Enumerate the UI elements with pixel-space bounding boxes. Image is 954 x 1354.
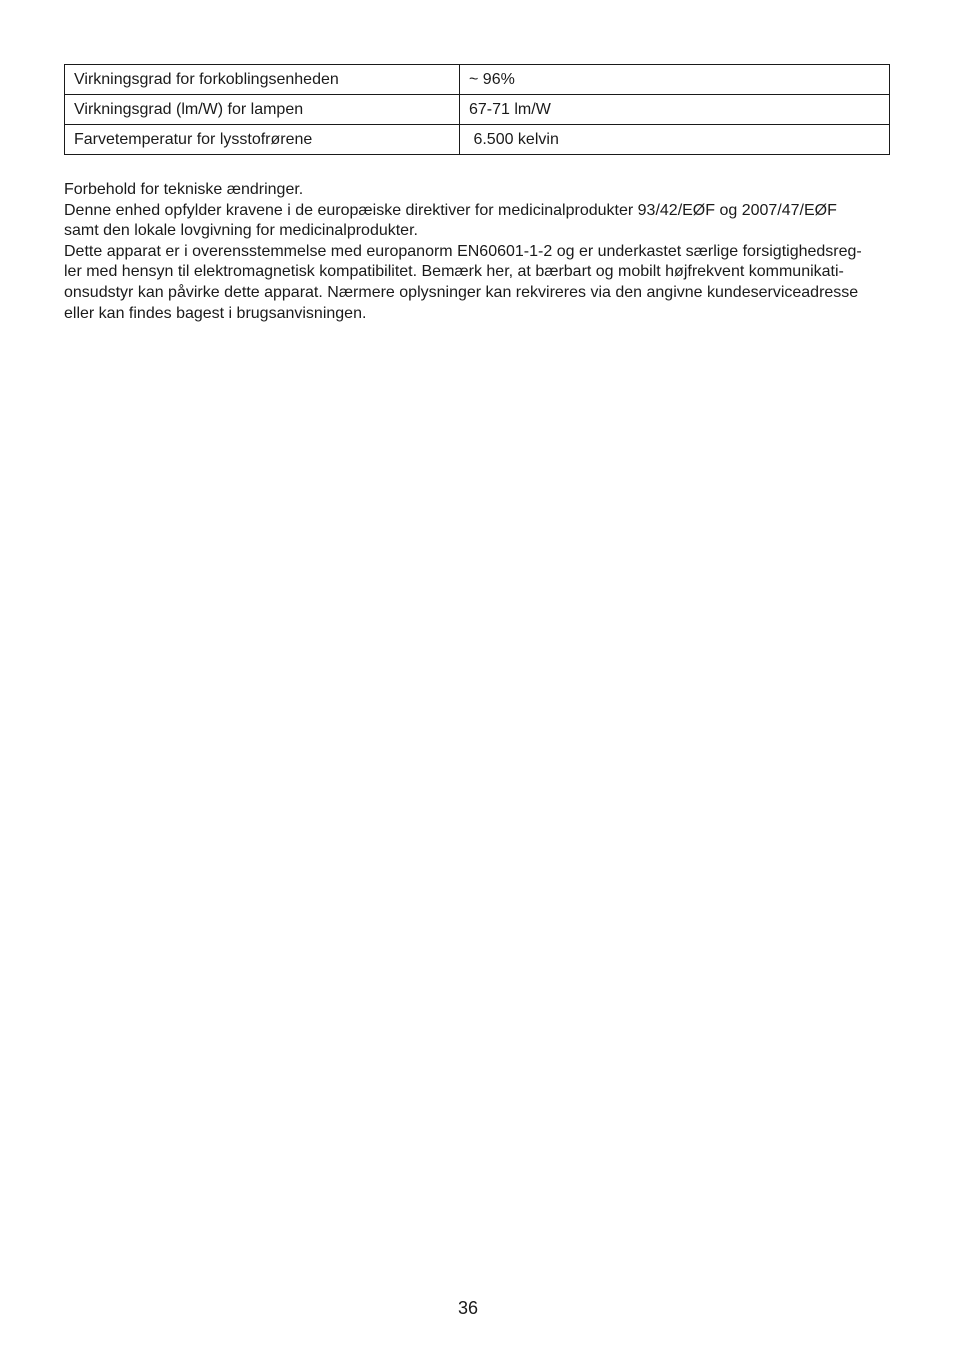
spec-label: Farvetemperatur for lysstofrørene xyxy=(65,125,460,155)
spec-value: ~ 96% xyxy=(460,65,890,95)
directive-line: Denne enhed opfylder kravene i de europæiske direktiver for medicinalprodukter 93/42/EØF og 2007/47/EØF xyxy=(64,201,837,219)
page-number: 36 xyxy=(457,1298,479,1318)
emc-line: Dette apparat er i overensstemmelse med europanorm EN60601-1-2 og er underkastet særlige forsigtighedsreg- xyxy=(64,242,862,260)
spec-value: 6.500 kelvin xyxy=(460,125,890,155)
spec-label: Virkningsgrad for forkoblingsenheden xyxy=(65,65,460,95)
emc-line: onsudstyr kan påvirke dette apparat. Nærmere oplysninger kan rekvireres via den angivne kundeserviceadresse xyxy=(64,283,859,301)
emc-line: eller kan findes bagest i brugsanvisningen. xyxy=(64,304,367,322)
table-row xyxy=(65,65,890,95)
emc-line: ler med hensyn til elektromagnetisk kompatibilitet. Bemærk her, at bærbart og mobilt højfrekvent kommunikati- xyxy=(64,263,844,281)
notes-section xyxy=(64,180,894,324)
table-row xyxy=(65,95,890,125)
spec-table xyxy=(64,64,890,155)
table-row xyxy=(65,125,890,155)
spec-value: 67-71 lm/W xyxy=(460,95,890,125)
spec-label: Virkningsgrad (lm/W) for lampen xyxy=(65,95,460,125)
reservation-note: Forbehold for tekniske ændringer. xyxy=(64,181,304,198)
directive-line: samt den lokale lovgivning for medicinalprodukter. xyxy=(64,222,418,240)
